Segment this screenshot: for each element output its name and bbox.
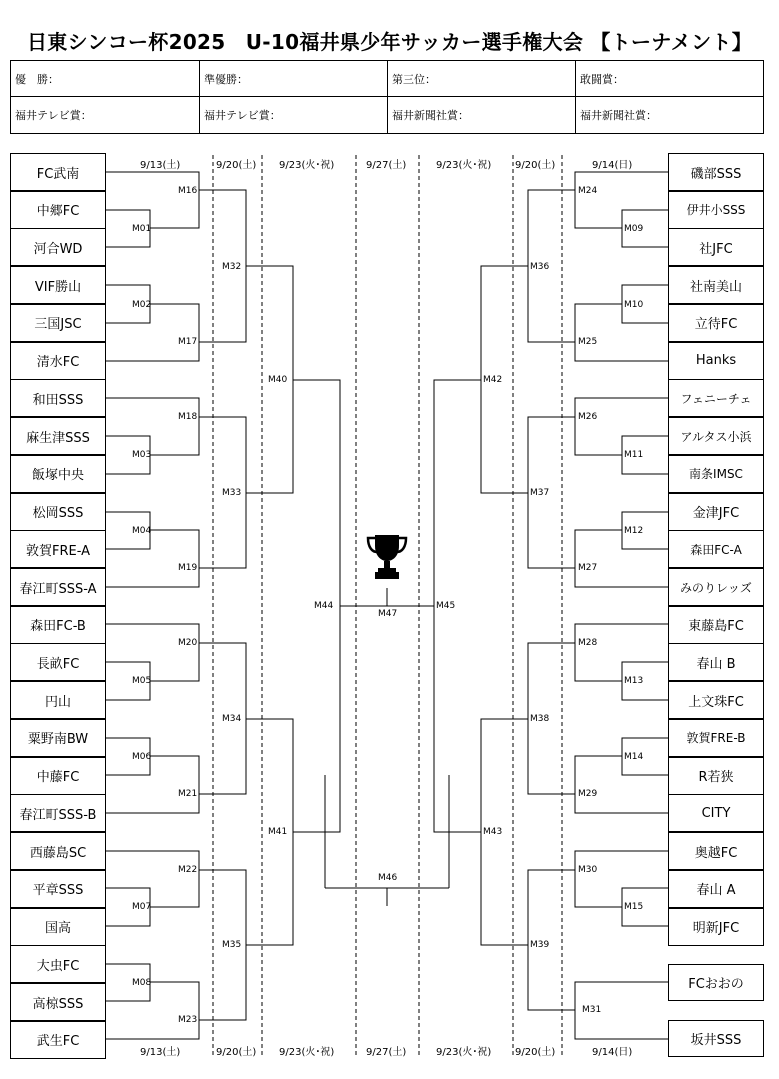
match-label: M37: [530, 488, 550, 498]
match-label: M08: [132, 978, 152, 988]
team-box: 麻生津SSS: [10, 417, 106, 455]
award-runner-up: 準優勝：: [200, 61, 388, 97]
award-fukui-shimbun-2: 福井新聞社賞：: [580, 109, 657, 122]
match-label: M19: [178, 563, 198, 573]
match-label: M30: [578, 865, 598, 875]
match-label: M20: [178, 638, 198, 648]
date-label: 9/13(土): [140, 160, 181, 171]
match-label: M21: [178, 789, 198, 799]
match-label: M02: [132, 300, 152, 310]
team-box: 清水FC: [10, 342, 106, 380]
team-box: 金津JFC: [668, 493, 764, 531]
team-box: 磯部SSS: [668, 153, 764, 191]
match-label: M26: [578, 412, 598, 422]
award-third-place: 第三位：: [388, 61, 576, 97]
team-box: 春江町SSS-A: [10, 568, 106, 606]
match-label: M32: [222, 262, 242, 272]
match-label: M29: [578, 789, 598, 799]
match-label: M10: [624, 300, 644, 310]
team-box: 松岡SSS: [10, 493, 106, 531]
match-label: M17: [178, 337, 198, 347]
match-label: M04: [132, 526, 152, 536]
team-box: 大虫FC: [10, 945, 106, 983]
team-box: Hanks: [668, 342, 764, 380]
team-box: みのりレッズ: [668, 568, 764, 606]
team-box: 長畝FC: [10, 643, 106, 681]
team-box: 森田FC-B: [10, 606, 106, 644]
match-label: M33: [222, 488, 242, 498]
team-box: VIF勝山: [10, 266, 106, 304]
date-label: 9/27(土): [366, 1047, 407, 1058]
team-box: 社JFC: [668, 228, 764, 266]
team-box: CITY: [668, 794, 764, 832]
team-box: 武生FC: [10, 1021, 106, 1059]
team-box: 春山 A: [668, 870, 764, 908]
team-box: 敦賀FRE-B: [668, 719, 764, 757]
match-label: M09: [624, 224, 644, 234]
match-label: M18: [178, 412, 198, 422]
match-label: M23: [178, 1015, 198, 1025]
match-label: M07: [132, 902, 152, 912]
page-title: 日東シンコー杯2025 U-10福井県少年サッカー選手権大会 【トーナメント】: [27, 30, 752, 54]
match-label: M14: [624, 752, 644, 762]
date-label: 9/20(土): [515, 1047, 556, 1058]
match-label: M25: [578, 337, 598, 347]
match-label: M36: [530, 262, 550, 272]
team-box: 円山: [10, 681, 106, 719]
match-label: M44: [314, 601, 334, 611]
award-fighting-spirit: 敢闘賞：: [576, 61, 763, 97]
match-label: M39: [530, 940, 550, 950]
award-champion: 優 勝：: [11, 61, 200, 97]
match-label: M45: [436, 601, 456, 611]
team-box: FCおおの: [668, 964, 764, 1001]
match-label: M28: [578, 638, 598, 648]
team-box: 中藤FC: [10, 757, 106, 795]
team-box: 中郷FC: [10, 191, 106, 229]
match-label: M46: [378, 873, 398, 883]
match-label: M16: [178, 186, 198, 196]
match-label: M38: [530, 714, 550, 724]
match-label: M01: [132, 224, 152, 234]
date-label: 9/14(日): [592, 160, 633, 171]
team-box: 上文珠FC: [668, 681, 764, 719]
match-label: M27: [578, 563, 598, 573]
team-box: 高椋SSS: [10, 983, 106, 1021]
date-label: 9/13(土): [140, 1047, 181, 1058]
match-label: M34: [222, 714, 242, 724]
team-box: 粟野南BW: [10, 719, 106, 757]
team-box: 平章SSS: [10, 870, 106, 908]
match-label: M24: [578, 186, 598, 196]
match-label: M40: [268, 375, 288, 385]
date-label: 9/20(土): [216, 1047, 257, 1058]
team-box: 奥越FC: [668, 832, 764, 870]
team-box: 国高: [10, 908, 106, 946]
team-box: 坂井SSS: [668, 1020, 764, 1057]
trophy-icon: [365, 532, 409, 580]
match-label: M43: [483, 827, 503, 837]
team-box: 南条IMSC: [668, 455, 764, 493]
team-box: R若狭: [668, 757, 764, 795]
match-label: M15: [624, 902, 644, 912]
match-label: M42: [483, 375, 503, 385]
team-box: FC武南: [10, 153, 106, 191]
team-box: 春江町SSS-B: [10, 794, 106, 832]
date-label: 9/23(火･祝): [436, 1047, 492, 1058]
team-box: 森田FC-A: [668, 530, 764, 568]
team-box: 飯塚中央: [10, 455, 106, 493]
team-box: 社南美山: [668, 266, 764, 304]
team-box: 春山 B: [668, 643, 764, 681]
match-label: M47: [378, 609, 398, 619]
match-label: M03: [132, 450, 152, 460]
team-box: 伊井小SSS: [668, 191, 764, 229]
award-fukui-tv-1: 福井テレビ賞：: [11, 97, 200, 133]
award-fukui-tv-2: 福井テレビ賞：: [200, 97, 388, 133]
match-label: M41: [268, 827, 288, 837]
team-box: 西藤島SC: [10, 832, 106, 870]
date-label: 9/27(土): [366, 160, 407, 171]
date-label: 9/14(日): [592, 1047, 633, 1058]
team-box: アルタス小浜: [668, 417, 764, 455]
team-box: 東藤島FC: [668, 606, 764, 644]
match-label: M22: [178, 865, 198, 875]
date-label: 9/20(土): [216, 160, 257, 171]
match-label: M05: [132, 676, 152, 686]
match-label: M31: [582, 1005, 602, 1015]
match-label: M35: [222, 940, 242, 950]
team-box: 敦賀FRE-A: [10, 530, 106, 568]
match-label: M06: [132, 752, 152, 762]
team-box: 立待FC: [668, 304, 764, 342]
team-box: 明新JFC: [668, 908, 764, 946]
team-box: 三国JSC: [10, 304, 106, 342]
date-label: 9/23(火･祝): [436, 160, 492, 171]
award-fukui-shimbun-1: 福井新聞社賞：: [388, 97, 576, 133]
team-box: 和田SSS: [10, 379, 106, 417]
match-label: M12: [624, 526, 644, 536]
date-label: 9/23(火･祝): [279, 1047, 335, 1058]
team-box: 河合WD: [10, 228, 106, 266]
date-label: 9/23(火･祝): [279, 160, 335, 171]
date-label: 9/20(土): [515, 160, 556, 171]
match-label: M11: [624, 450, 644, 460]
team-box: フェニーチェ: [668, 379, 764, 417]
match-label: M13: [624, 676, 644, 686]
